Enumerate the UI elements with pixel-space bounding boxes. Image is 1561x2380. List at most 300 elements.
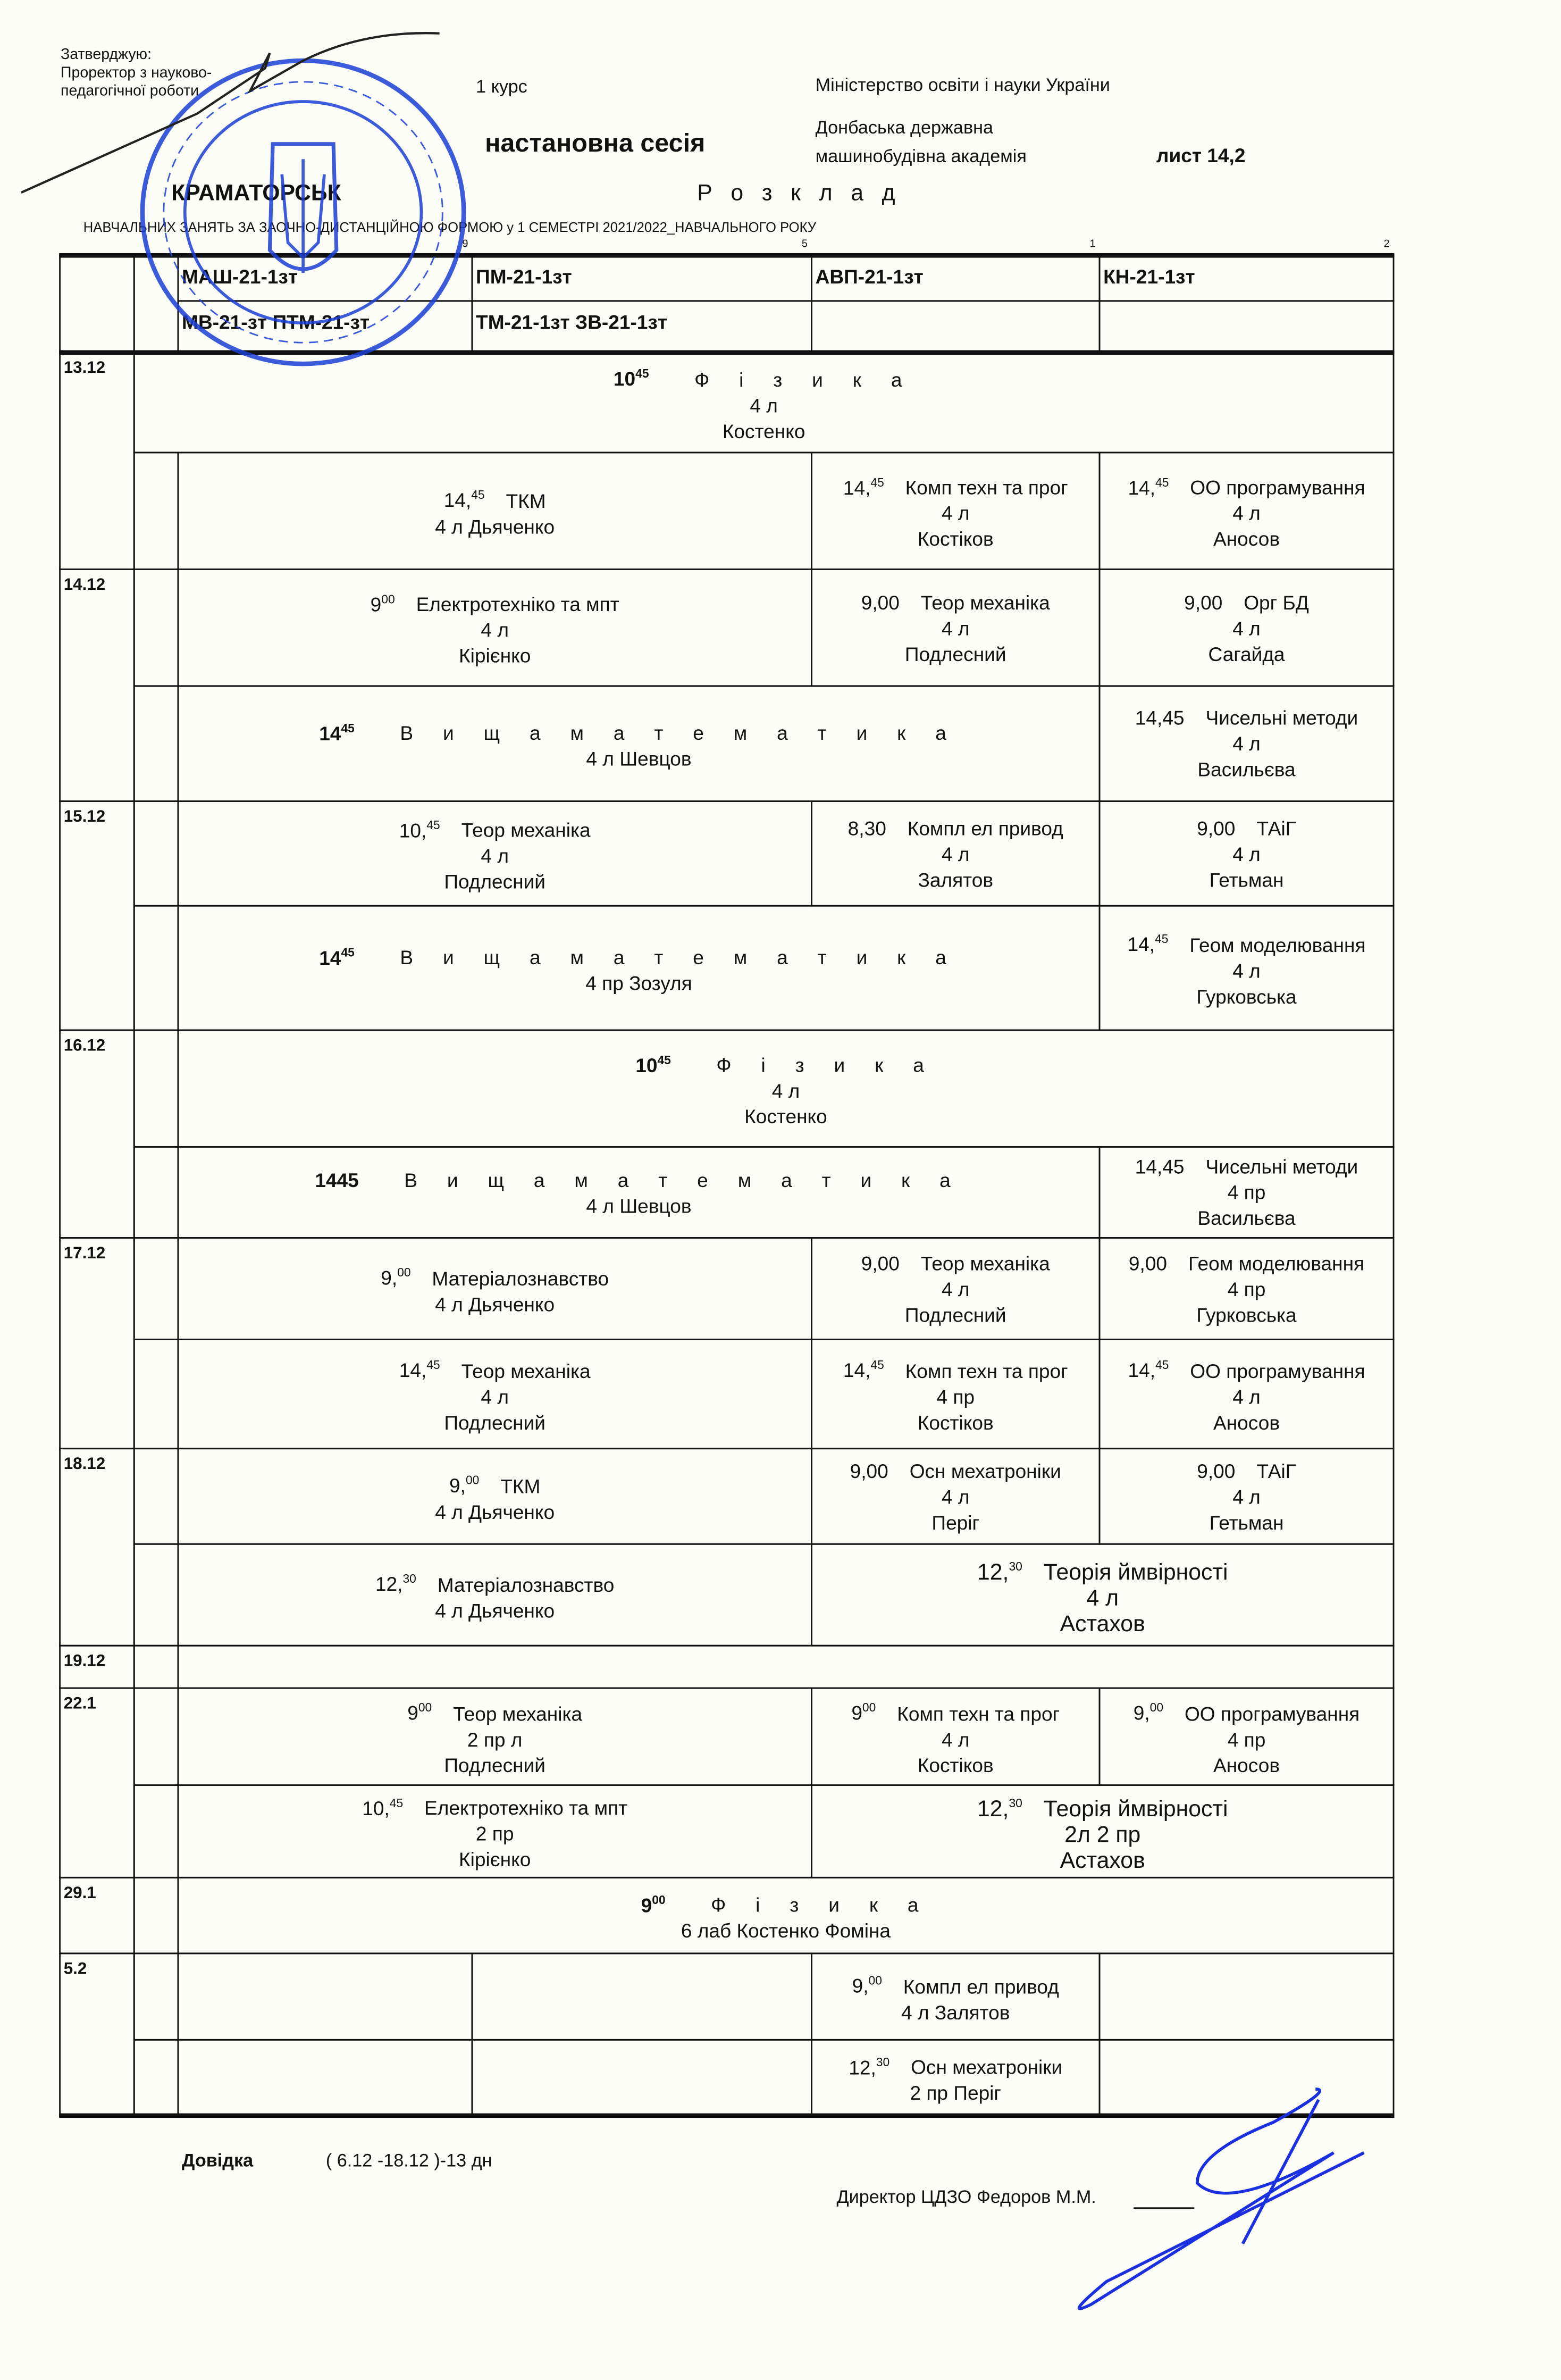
- lesson-heading: [1129, 1250, 1364, 1275]
- lesson-time: [449, 1468, 479, 1499]
- time-hour: 8,30: [847, 816, 886, 839]
- spacer-cell: [133, 1448, 179, 1544]
- time-minutes: 45: [341, 721, 355, 736]
- group-header-cell: [811, 300, 1100, 353]
- spacer-cell: [133, 1688, 179, 1786]
- lesson-detail: Костіков: [917, 1410, 994, 1434]
- lesson-heading: [449, 1468, 540, 1499]
- subject-name: Ф і з и к а: [716, 1054, 936, 1077]
- lesson-detail: 4 пр: [936, 1385, 975, 1408]
- lesson-detail: 4 л: [941, 1727, 970, 1751]
- lesson-heading: [362, 1790, 627, 1821]
- lesson-detail: 2л 2 пр: [1064, 1821, 1141, 1848]
- date-cell: [59, 1952, 135, 2116]
- lesson-detail: 6 лаб Костенко Фоміна: [681, 1919, 891, 1942]
- lesson-cell: [178, 800, 812, 907]
- lesson-detail: 4 л Дьяченко: [435, 515, 555, 538]
- lesson-heading: [1128, 927, 1366, 958]
- lesson-detail: Аносов: [1213, 1410, 1280, 1434]
- time-minutes: 45: [870, 1358, 884, 1373]
- lesson-cell: [1099, 2039, 1395, 2116]
- date-cell: [59, 1029, 135, 1238]
- lesson-heading: [635, 1047, 936, 1078]
- lesson-detail: 4 л: [941, 842, 970, 865]
- lesson-heading: [861, 589, 1050, 614]
- lesson-heading: [1134, 1696, 1359, 1726]
- group-header-cell: [472, 300, 812, 353]
- lesson-time: [1197, 1458, 1235, 1483]
- date-cell: [59, 352, 135, 570]
- ministry-label: Міністерство освіти і науки України: [815, 74, 1110, 96]
- time-hour: 9,: [449, 1474, 466, 1498]
- lesson-cell: [472, 1952, 812, 2040]
- lesson-heading: [375, 1567, 614, 1598]
- lesson-heading: [315, 1166, 962, 1192]
- subject-name: Теор механіка: [461, 819, 591, 842]
- document-subtitle: НАВЧАЛЬНИХ ЗАНЯТЬ ЗА ЗАОЧНО-ДИСТАНЦІЙНОЮ ФОРМОЮ у 1 СЕМЕСТРІ 2021/2022_НАВЧАЛЬНОГО РОКУ: [83, 220, 817, 235]
- time-hour: 12,: [849, 2056, 876, 2079]
- group-count: 1: [1089, 239, 1096, 250]
- lesson-detail: Подлесний: [444, 870, 546, 893]
- lesson-heading: [852, 1968, 1059, 1999]
- academy-label: машинобудівна академія: [815, 145, 1027, 167]
- lesson-time: [375, 1567, 416, 1598]
- spacer-cell: [133, 1877, 179, 1954]
- lesson-cell: [178, 685, 1101, 801]
- subject-name: ОО програмування: [1184, 1702, 1360, 1725]
- lesson-cell: [811, 1784, 1394, 1878]
- lesson-time: [850, 1458, 888, 1483]
- lesson-time: [1128, 927, 1169, 958]
- time-hour: 9,00: [1184, 590, 1223, 614]
- time-hour: 12,: [375, 1573, 403, 1596]
- lesson-time: [861, 1250, 900, 1275]
- spacer-cell: [133, 2039, 179, 2116]
- lesson-detail: Васильєва: [1197, 758, 1296, 781]
- subject-name: ОО програмування: [1190, 1359, 1365, 1382]
- lesson-detail: 4 пр: [1227, 1277, 1266, 1300]
- subject-name: ОО програмування: [1190, 476, 1365, 499]
- lesson-detail: 4 л: [1086, 1585, 1119, 1611]
- time-hour: 10,: [362, 1797, 390, 1820]
- time-hour: 14: [319, 946, 341, 969]
- lesson-time: [1135, 705, 1185, 730]
- group-header-cell: [178, 255, 473, 302]
- time-minutes: 00: [381, 592, 395, 606]
- time-hour: 14,: [443, 489, 472, 512]
- subject-name: В и щ а м а т е м а т и к а: [400, 946, 959, 969]
- lesson-heading: [977, 1790, 1228, 1822]
- lesson-heading: [977, 1553, 1228, 1585]
- time-hour: 9,00: [850, 1459, 888, 1482]
- lesson-time: [1184, 589, 1222, 614]
- time-hour: 14: [319, 722, 341, 745]
- lesson-heading: [319, 715, 958, 746]
- lesson-detail: 4 пр: [1227, 1727, 1266, 1751]
- date-label: 15.12: [63, 808, 106, 826]
- spacer-cell: [133, 1645, 179, 1689]
- time-hour: 9,00: [861, 1251, 900, 1274]
- table-border: [59, 2114, 1394, 2117]
- lesson-detail: 4 л Дьяченко: [435, 1292, 555, 1316]
- lesson-detail: 4 л: [1232, 842, 1261, 865]
- date-cell: [59, 1448, 135, 1646]
- date-label: 18.12: [63, 1455, 106, 1474]
- document-title: Р о з к л а д: [697, 180, 902, 206]
- city-label: КРАМАТОРСЬК: [171, 180, 341, 206]
- group-header-cell: [811, 255, 1100, 302]
- lesson-cell: [811, 1339, 1100, 1449]
- time-minutes: 00: [397, 1266, 411, 1280]
- group-header-cell: [1099, 300, 1395, 353]
- time-hour: 14,: [1127, 933, 1155, 956]
- lesson-detail: Костенко: [744, 1105, 827, 1129]
- group-count: 5: [801, 239, 808, 250]
- time-hour: 9,00: [861, 590, 900, 614]
- subject-name: Матеріалознавство: [432, 1267, 609, 1290]
- subject-name: Компл ел привод: [903, 1975, 1059, 1998]
- lesson-detail: 4 л: [941, 1277, 970, 1300]
- course-label: 1 курс: [476, 76, 527, 97]
- lesson-cell: [178, 1029, 1395, 1147]
- lesson-detail: Гурковська: [1196, 1303, 1297, 1326]
- lesson-cell: [178, 569, 812, 687]
- spacer-cell: [133, 800, 179, 907]
- subject-name: Компл ел привод: [907, 816, 1063, 839]
- subject-name: В и щ а м а т е м а т и к а: [400, 722, 959, 745]
- note-label: Довідка: [182, 2150, 254, 2171]
- lesson-detail: 4 л: [481, 619, 509, 642]
- lesson-time: [614, 361, 649, 392]
- lesson-heading: [849, 2049, 1062, 2080]
- lesson-detail: Гетьман: [1209, 867, 1284, 891]
- subject-name: Ф і з и к а: [711, 1893, 931, 1917]
- lesson-heading: [848, 815, 1063, 840]
- subject-name: ТКМ: [500, 1474, 541, 1498]
- lesson-time: [1129, 1250, 1167, 1275]
- subject-name: Теор механіка: [920, 1251, 1050, 1274]
- spacer-cell: [133, 1146, 179, 1239]
- lesson-detail: 4 л: [941, 1485, 970, 1508]
- header-corner: [133, 255, 179, 353]
- lesson-detail: Сагайда: [1208, 642, 1285, 665]
- subject-name: Теорія ймвірності: [1043, 1796, 1228, 1822]
- lesson-heading: [1128, 1353, 1365, 1384]
- time-hour: 12,: [977, 1559, 1009, 1585]
- group-count: 9: [462, 239, 468, 250]
- lesson-cell: [472, 2039, 812, 2116]
- lesson-time: [381, 1260, 410, 1291]
- lesson-time: [1134, 1696, 1163, 1726]
- time-hour: 14,45: [1135, 1155, 1185, 1178]
- lesson-cell: [1099, 905, 1395, 1031]
- time-hour: 14,: [1128, 1359, 1156, 1382]
- time-hour: 9: [851, 1702, 862, 1725]
- time-hour: 9,: [1133, 1702, 1150, 1725]
- lesson-cell: [1099, 1952, 1395, 2040]
- lesson-time: [1128, 1353, 1169, 1384]
- table-border: [59, 253, 1394, 257]
- lesson-time: [843, 1353, 884, 1384]
- lesson-cell: [811, 1448, 1100, 1544]
- lesson-heading: [843, 1353, 1068, 1384]
- lesson-heading: [399, 1353, 591, 1384]
- spacer-cell: [133, 1339, 179, 1449]
- lesson-detail: Аносов: [1213, 1753, 1280, 1776]
- lesson-time: [641, 1887, 666, 1918]
- date-cell: [59, 569, 135, 802]
- time-minutes: 45: [426, 1358, 440, 1373]
- lesson-cell: [133, 352, 1395, 453]
- lesson-time: [315, 1166, 358, 1192]
- time-hour: 9: [407, 1702, 418, 1725]
- subject-name: Матеріалознавство: [437, 1573, 615, 1596]
- lesson-heading: [399, 812, 591, 843]
- approval-block: [61, 47, 212, 102]
- lesson-heading: [1197, 815, 1296, 840]
- time-hour: 10,: [399, 819, 427, 842]
- lesson-heading: [843, 470, 1068, 500]
- lesson-time: [843, 470, 884, 500]
- time-minutes: 30: [1009, 1559, 1022, 1573]
- lesson-detail: Костіков: [917, 528, 994, 551]
- lesson-time: [977, 1790, 1022, 1822]
- group-name: АВП-21-1зт: [815, 265, 924, 288]
- spacer-cell: [133, 1237, 179, 1340]
- date-cell: [59, 800, 135, 1031]
- time-minutes: 00: [862, 1701, 876, 1715]
- lesson-detail: 4 л: [771, 1080, 800, 1103]
- lesson-detail: 2 пр: [475, 1822, 514, 1845]
- time-minutes: 45: [657, 1053, 671, 1067]
- spacer-cell: [133, 685, 179, 801]
- subject-name: Електротехніко та мпт: [424, 1797, 628, 1820]
- time-hour: 9,00: [1128, 1251, 1168, 1274]
- time-minutes: 45: [1155, 475, 1169, 490]
- subject-name: ТАіГ: [1256, 1459, 1296, 1482]
- lesson-detail: Астахов: [1060, 1610, 1145, 1637]
- lesson-cell: [178, 1784, 812, 1878]
- lesson-time: [1128, 470, 1169, 500]
- sheet-number: лист 14,2: [1156, 144, 1246, 167]
- time-hour: 1445: [315, 1168, 359, 1191]
- lesson-detail: Періг: [931, 1510, 980, 1534]
- lesson-cell: [811, 1952, 1100, 2040]
- lesson-cell: [178, 1688, 812, 1786]
- time-minutes: 45: [341, 946, 355, 959]
- lesson-detail: Астахов: [1060, 1847, 1145, 1873]
- lesson-detail: 4 л: [1232, 502, 1261, 525]
- time-hour: 14,: [843, 476, 871, 499]
- group-name: МАШ-21-1зт: [182, 265, 298, 288]
- lesson-cell: [1099, 452, 1395, 570]
- lesson-cell: [178, 2039, 473, 2116]
- lesson-heading: [641, 1887, 931, 1918]
- lesson-time: [977, 1553, 1022, 1585]
- lesson-cell: [1099, 1339, 1395, 1449]
- subject-name: Електротехніко та мпт: [416, 592, 619, 616]
- lesson-cell: [811, 800, 1100, 907]
- lesson-detail: Подлесний: [904, 642, 1006, 665]
- time-minutes: 45: [870, 475, 884, 490]
- lesson-heading: [444, 482, 546, 513]
- date-label: 14.12: [63, 576, 106, 595]
- lesson-detail: 4 л Залятов: [901, 2000, 1010, 2024]
- signature-underline: [1134, 2207, 1194, 2209]
- lesson-cell: [178, 452, 812, 570]
- time-minutes: 45: [471, 488, 485, 503]
- group-header-cell: [1099, 255, 1395, 302]
- date-cell: [59, 1645, 135, 1689]
- date-cell: [59, 1877, 135, 1954]
- lesson-detail: Васильєва: [1197, 1206, 1296, 1230]
- lesson-detail: Залятов: [918, 867, 994, 891]
- subject-name: Комп техн та прог: [897, 1702, 1060, 1725]
- spacer-cell: [133, 1543, 179, 1647]
- time-minutes: 30: [1009, 1796, 1022, 1810]
- date-label: 17.12: [63, 1245, 106, 1263]
- lesson-detail: 4 л: [1232, 1485, 1261, 1508]
- time-hour: 9,: [852, 1975, 869, 1998]
- session-label: настановна сесія: [485, 129, 706, 158]
- lesson-detail: 4 л Дьяченко: [435, 1599, 555, 1622]
- time-minutes: 00: [1149, 1701, 1164, 1715]
- director-signature-line: Директор ЦДЗО Федоров М.М.: [836, 2186, 1096, 2208]
- time-minutes: 00: [868, 1974, 882, 1988]
- lesson-detail: 4 пр: [1227, 1181, 1266, 1204]
- lesson-time: [399, 812, 440, 843]
- trident-icon: [270, 144, 336, 269]
- subject-name: Чисельні методи: [1205, 706, 1358, 730]
- lesson-detail: 4 л: [481, 845, 509, 867]
- group-name: ТМ-21-1зт ЗВ-21-1зт: [476, 311, 668, 334]
- subject-name: Осн мехатроніки: [911, 2056, 1063, 2079]
- lesson-cell: [178, 1645, 1395, 1689]
- lesson-heading: [1128, 470, 1365, 500]
- time-hour: 9,00: [1197, 816, 1236, 839]
- time-hour: 9,: [381, 1267, 398, 1290]
- spacer-cell: [133, 1784, 179, 1878]
- lesson-cell: [178, 1448, 812, 1544]
- lesson-time: [399, 1353, 440, 1384]
- lesson-detail: Гетьман: [1209, 1510, 1284, 1534]
- lesson-cell: [178, 905, 1101, 1031]
- lesson-detail: Кірієнко: [459, 1848, 531, 1871]
- time-hour: 14,: [1128, 476, 1156, 499]
- subject-name: ТАіГ: [1256, 816, 1296, 839]
- director-signature: [1079, 2089, 1364, 2309]
- subject-name: Комп техн та прог: [905, 476, 1068, 499]
- date-cell: [59, 1237, 135, 1449]
- date-label: 16.12: [63, 1037, 106, 1055]
- lesson-detail: 4 л: [1232, 1385, 1261, 1408]
- lesson-heading: [1184, 589, 1309, 614]
- date-label: 13.12: [63, 359, 106, 378]
- time-hour: 14,: [399, 1359, 427, 1382]
- lesson-heading: [319, 940, 958, 971]
- lesson-cell: [811, 1543, 1394, 1647]
- time-hour: 9: [641, 1893, 652, 1917]
- lesson-time: [852, 1968, 882, 1999]
- header-corner: [59, 255, 135, 353]
- subject-name: Теор механіка: [920, 590, 1050, 614]
- time-minutes: 30: [876, 2055, 890, 2069]
- lesson-time: [362, 1790, 403, 1821]
- approval-line: педагогічної роботи: [61, 83, 199, 101]
- lesson-cell: [1099, 1146, 1395, 1239]
- subject-name: Комп техн та прог: [905, 1359, 1068, 1382]
- lesson-cell: [178, 1146, 1101, 1239]
- lesson-cell: [178, 1952, 473, 2040]
- spacer-cell: [133, 569, 179, 687]
- lesson-cell: [811, 1688, 1100, 1786]
- lesson-time: [1135, 1154, 1185, 1179]
- lesson-detail: Подлесний: [444, 1410, 546, 1434]
- academy-label: Донбаська державна: [815, 116, 994, 138]
- lesson-detail: 4 л: [1232, 616, 1261, 639]
- lesson-detail: 4 пр Зозуля: [585, 972, 692, 995]
- subject-name: В и щ а м а т е м а т и к а: [404, 1168, 963, 1191]
- lesson-cell: [1099, 1688, 1395, 1786]
- lesson-heading: [1197, 1458, 1296, 1483]
- group-header-cell: [472, 255, 812, 302]
- spacer-cell: [133, 1029, 179, 1147]
- time-minutes: 00: [418, 1701, 432, 1715]
- time-hour: 10: [613, 368, 636, 391]
- time-hour: 14,: [843, 1359, 871, 1382]
- date-label: 22.1: [63, 1694, 96, 1714]
- lesson-time: [444, 482, 485, 513]
- lesson-detail: 2 пр л: [467, 1727, 523, 1751]
- lesson-time: [407, 1696, 432, 1726]
- time-hour: 9: [370, 592, 382, 616]
- lesson-heading: [1135, 705, 1358, 730]
- lesson-detail: 4 л: [941, 616, 970, 639]
- lesson-cell: [811, 569, 1100, 687]
- group-name: ПМ-21-1зт: [476, 265, 572, 288]
- lesson-detail: 4 л Дьяченко: [435, 1500, 555, 1523]
- group-count: 2: [1383, 239, 1390, 250]
- lesson-time: [635, 1047, 671, 1078]
- lesson-detail: 4 л: [941, 502, 970, 525]
- lesson-detail: 4 л Шевцов: [586, 747, 692, 771]
- subject-name: Теорія ймвірності: [1043, 1559, 1228, 1585]
- lesson-heading: [614, 361, 914, 392]
- lesson-cell: [1099, 1448, 1395, 1544]
- time-hour: 10: [635, 1054, 658, 1077]
- lesson-detail: 4 л Шевцов: [586, 1193, 692, 1217]
- group-header-cell: [178, 300, 473, 353]
- spacer-cell: [133, 1952, 179, 2040]
- lesson-time: [1197, 815, 1235, 840]
- time-minutes: 45: [426, 818, 440, 832]
- spacer-cell: [133, 905, 179, 1031]
- time-minutes: 45: [1155, 1358, 1169, 1373]
- subject-name: Осн мехатроніки: [909, 1459, 1061, 1482]
- lesson-detail: Костенко: [722, 419, 805, 442]
- lesson-detail: 4 л: [750, 394, 778, 416]
- lesson-time: [861, 589, 900, 614]
- lesson-detail: Подлесний: [444, 1753, 546, 1776]
- lesson-time: [848, 815, 886, 840]
- lesson-cell: [178, 1237, 812, 1340]
- date-label: 5.2: [63, 1960, 87, 1978]
- note-value: ( 6.12 -18.12 )-13 дн: [325, 2150, 492, 2171]
- lesson-detail: 2 пр Періг: [910, 2082, 1001, 2105]
- lesson-cell: [178, 1339, 812, 1449]
- date-label: 19.12: [63, 1652, 106, 1671]
- lesson-cell: [811, 2039, 1100, 2116]
